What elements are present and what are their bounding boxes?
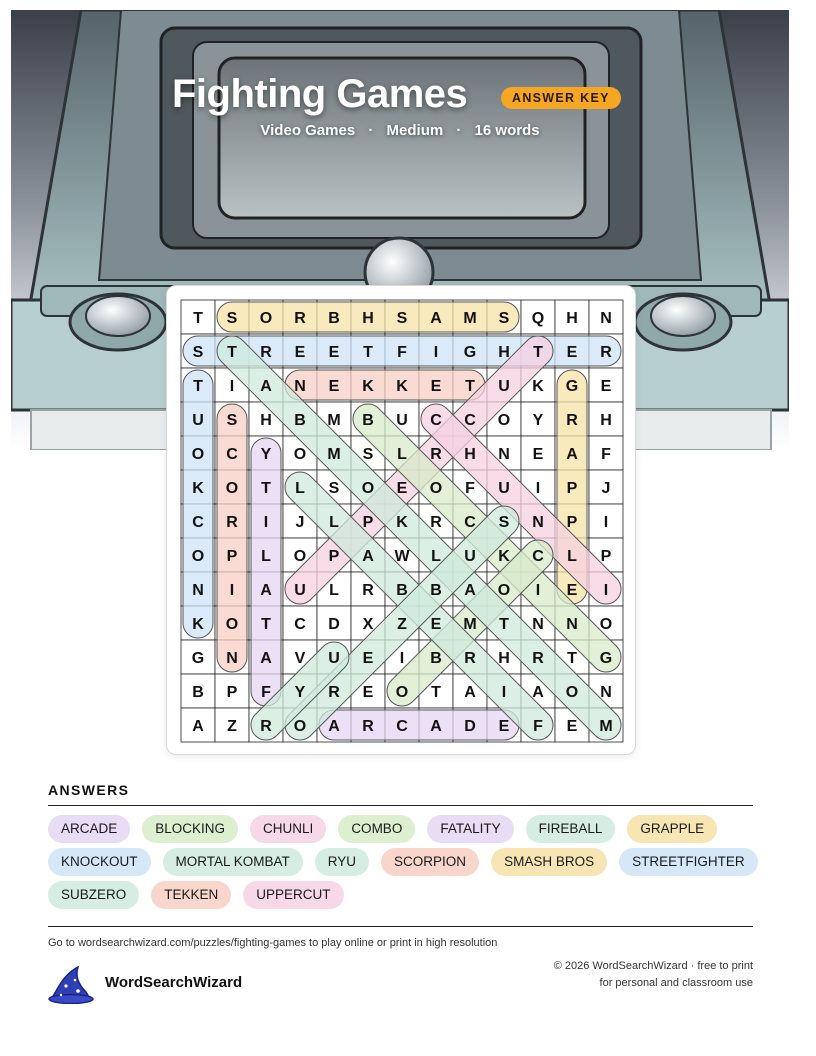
word-count-label: 16 words	[474, 122, 540, 139]
grid-letter: R	[362, 582, 374, 599]
answer-chip: SCORPION	[381, 848, 479, 876]
grid-letter: U	[192, 412, 204, 429]
grid-letter: F	[397, 344, 407, 361]
answer-chip: COMBO	[338, 815, 415, 843]
wizard-hat-icon	[48, 964, 94, 1004]
answer-chip: ARCADE	[48, 815, 130, 843]
grid-letter: S	[226, 310, 238, 327]
grid-letter: T	[533, 344, 543, 361]
grid-letter: O	[565, 684, 579, 701]
grid-letter: C	[430, 412, 442, 429]
grid-letter: C	[226, 446, 238, 463]
grid-letter: T	[227, 344, 237, 361]
grid-letter: L	[295, 480, 305, 497]
grid-letter: K	[192, 480, 204, 497]
grid-letter: B	[328, 310, 340, 327]
grid-letter: P	[566, 514, 578, 531]
grid-letter: O	[225, 616, 239, 633]
grid-letter: G	[599, 650, 613, 667]
grid-letter: H	[464, 446, 476, 463]
grid-letter: U	[498, 480, 510, 497]
grid-letter: S	[498, 514, 510, 531]
grid-letter: K	[192, 616, 204, 633]
grid-letter: I	[399, 650, 405, 667]
grid-letter: M	[463, 616, 477, 633]
divider	[48, 926, 753, 927]
grid-letter: T	[567, 650, 577, 667]
grid-letter: R	[328, 684, 340, 701]
answers-list	[48, 815, 768, 909]
word-search-grid	[167, 286, 635, 754]
grid-letter: I	[229, 582, 235, 599]
grid-letter: N	[192, 582, 204, 599]
grid-letter: R	[430, 514, 442, 531]
grid-letter: N	[532, 514, 544, 531]
separator-dot: ·	[368, 122, 374, 139]
grid-letter: G	[463, 344, 477, 361]
answer-chip: STREETFIGHTER	[619, 848, 758, 876]
grid-letter: M	[599, 718, 613, 735]
grid-letter: O	[361, 480, 375, 497]
grid-letter: N	[226, 650, 238, 667]
puzzle-card	[166, 285, 636, 755]
grid-letter: H	[566, 310, 578, 327]
answer-chip: GRAPPLE	[627, 815, 717, 843]
answer-chip: SUBZERO	[48, 881, 139, 909]
grid-letter: B	[430, 582, 442, 599]
grid-letter: V	[294, 650, 306, 667]
grid-letter: P	[600, 548, 612, 565]
grid-letter: I	[501, 684, 507, 701]
grid-letter: S	[226, 412, 238, 429]
grid-letter: N	[600, 310, 612, 327]
grid-letter: T	[261, 616, 271, 633]
grid-letter: Z	[397, 616, 407, 633]
grid-letter: E	[328, 344, 340, 361]
grid-letter: O	[599, 616, 613, 633]
grid-letter: K	[362, 378, 374, 395]
grid-letter: Y	[294, 684, 306, 701]
grid-letter: Y	[260, 446, 272, 463]
grid-letter: R	[430, 446, 442, 463]
grid-letter: L	[261, 548, 271, 565]
grid-letter: T	[261, 480, 271, 497]
grid-letter: I	[535, 582, 541, 599]
grid-letter: X	[362, 616, 374, 633]
grid-letter: F	[533, 718, 543, 735]
category-label: Video Games	[260, 122, 356, 139]
grid-letter: O	[429, 480, 443, 497]
answers-heading: ANSWERS	[48, 782, 130, 798]
grid-letter: N	[294, 378, 306, 395]
answer-chip: TEKKEN	[151, 881, 231, 909]
grid-letter: E	[362, 684, 374, 701]
grid-letter: R	[226, 514, 238, 531]
grid-letter: E	[532, 446, 544, 463]
page-title: Fighting Games	[172, 72, 468, 116]
grid-letter: A	[328, 718, 340, 735]
grid-letter: J	[601, 480, 611, 497]
grid-letter: N	[600, 684, 612, 701]
grid-letter: A	[566, 446, 578, 463]
grid-letter: G	[191, 650, 205, 667]
grid-letter: A	[260, 650, 272, 667]
grid-letter: Q	[531, 310, 545, 327]
grid-letter: J	[295, 514, 305, 531]
grid-letter: R	[260, 718, 272, 735]
grid-letter: I	[433, 344, 439, 361]
grid-letter: L	[329, 582, 339, 599]
grid-letter: U	[498, 378, 510, 395]
grid-letter: I	[603, 582, 609, 599]
grid-letter: K	[532, 378, 544, 395]
grid-letter: H	[362, 310, 374, 327]
grid-letter: H	[260, 412, 272, 429]
answer-chip: BLOCKING	[142, 815, 238, 843]
grid-letter: U	[328, 650, 340, 667]
grid-letter: E	[498, 718, 510, 735]
grid-letter: T	[193, 310, 203, 327]
answer-chip: MORTAL KOMBAT	[163, 848, 303, 876]
grid-letter: R	[532, 650, 544, 667]
grid-letter: D	[328, 616, 340, 633]
grid-letter: D	[464, 718, 476, 735]
grid-letter: T	[363, 344, 373, 361]
grid-letter: O	[259, 310, 273, 327]
grid-letter: B	[396, 582, 408, 599]
grid-letter: O	[497, 412, 511, 429]
grid-letter: U	[294, 582, 306, 599]
grid-letter: A	[192, 718, 204, 735]
grid-letter: E	[430, 616, 442, 633]
grid-letter: T	[499, 616, 509, 633]
grid-letter: P	[362, 514, 374, 531]
grid-letter: A	[260, 378, 272, 395]
grid-letter: T	[193, 378, 203, 395]
grid-letter: E	[566, 718, 578, 735]
grid-letter: O	[293, 446, 307, 463]
grid-letter: S	[396, 310, 408, 327]
grid-letter: I	[263, 514, 269, 531]
answer-chip: RYU	[315, 848, 369, 876]
grid-letter: P	[328, 548, 340, 565]
grid-letter: K	[396, 378, 408, 395]
difficulty-label: Medium	[386, 122, 444, 139]
grid-letter: C	[192, 514, 204, 531]
grid-letter: T	[465, 378, 475, 395]
grid-letter: R	[362, 718, 374, 735]
grid-letter: C	[396, 718, 408, 735]
grid-letter: R	[600, 344, 612, 361]
brand-name: WordSearchWizard	[105, 974, 243, 991]
grid-letter: S	[192, 344, 204, 361]
grid-letter: K	[396, 514, 408, 531]
grid-letter: E	[566, 344, 578, 361]
grid-letter: P	[226, 684, 238, 701]
grid-letter: R	[260, 344, 272, 361]
grid-letter: I	[229, 378, 235, 395]
grid-letter: I	[603, 514, 609, 531]
grid-letter: R	[566, 412, 578, 429]
grid-letter: H	[498, 344, 510, 361]
grid-letter: E	[328, 378, 340, 395]
grid-letter: B	[430, 650, 442, 667]
grid-letter: N	[566, 616, 578, 633]
answer-chip: UPPERCUT	[243, 881, 343, 909]
grid-letter: P	[566, 480, 578, 497]
grid-letter: O	[293, 718, 307, 735]
grid-letter: M	[463, 310, 477, 327]
grid-letter: B	[362, 412, 374, 429]
grid-letter: H	[498, 650, 510, 667]
grid-letter: E	[430, 378, 442, 395]
grid-letter: S	[362, 446, 374, 463]
copyright-text: © 2026 WordSearchWizard · free to print for personal and classroom use	[553, 960, 753, 989]
grid-letter: A	[532, 684, 544, 701]
grid-letter: O	[293, 548, 307, 565]
grid-letter: E	[294, 344, 306, 361]
grid-letter: P	[226, 548, 238, 565]
grid-letter: T	[431, 684, 441, 701]
grid-letter: H	[600, 412, 612, 429]
grid-letter: I	[535, 480, 541, 497]
grid-letter: Y	[532, 412, 544, 429]
grid-letter: O	[191, 548, 205, 565]
grid-letter: F	[601, 446, 611, 463]
grid-letter: O	[191, 446, 205, 463]
grid-letter: A	[362, 548, 374, 565]
answer-chip: SMASH BROS	[491, 848, 607, 876]
answer-highlight	[319, 710, 519, 740]
grid-letter: C	[532, 548, 544, 565]
grid-letter: G	[565, 378, 579, 395]
grid-letter: N	[498, 446, 510, 463]
grid-letter: M	[327, 446, 341, 463]
grid-letter: R	[464, 650, 476, 667]
grid-letter: Z	[227, 718, 237, 735]
grid-letter: C	[294, 616, 306, 633]
grid-letter: L	[329, 514, 339, 531]
grid-letter: L	[567, 548, 577, 565]
grid-letter: U	[396, 412, 408, 429]
grid-letter: K	[498, 548, 510, 565]
grid-letter: E	[362, 650, 374, 667]
divider	[48, 805, 753, 806]
title-row	[0, 72, 816, 120]
answer-chip: FIREBALL	[526, 815, 616, 843]
grid-letter: R	[294, 310, 306, 327]
grid-letter: B	[192, 684, 204, 701]
grid-letter: O	[225, 480, 239, 497]
grid-letter: C	[464, 412, 476, 429]
grid-letter: L	[431, 548, 441, 565]
grid-letter: U	[464, 548, 476, 565]
grid-letter: A	[260, 582, 272, 599]
answer-highlight	[285, 370, 485, 400]
grid-letter: E	[566, 582, 578, 599]
grid-letter: A	[430, 718, 442, 735]
grid-letter: F	[261, 684, 271, 701]
grid-letter: N	[532, 616, 544, 633]
grid-letter: A	[464, 684, 476, 701]
grid-letter: O	[497, 582, 511, 599]
answer-chip: FATALITY	[427, 815, 513, 843]
grid-letter: A	[464, 582, 476, 599]
grid-letter: S	[498, 310, 510, 327]
answer-chip: KNOCKOUT	[48, 848, 151, 876]
footer-link-text[interactable]: Go to wordsearchwizard.com/puzzles/fighting-games to play online or print in high resolution	[48, 937, 498, 949]
answer-chip: CHUNLI	[250, 815, 326, 843]
grid-letter: C	[464, 514, 476, 531]
grid-letter: B	[294, 412, 306, 429]
grid-letter: F	[465, 480, 475, 497]
grid-letter: E	[396, 480, 408, 497]
grid-letter: S	[328, 480, 340, 497]
grid-letter: O	[395, 684, 409, 701]
puzzle-meta	[0, 122, 800, 139]
grid-letter: A	[430, 310, 442, 327]
answer-key-badge: ANSWER KEY	[501, 87, 621, 109]
separator-dot: ·	[456, 122, 462, 139]
grid-letter: E	[600, 378, 612, 395]
grid-letter: W	[394, 548, 410, 565]
grid-letter: L	[397, 446, 407, 463]
grid-letter: M	[327, 412, 341, 429]
